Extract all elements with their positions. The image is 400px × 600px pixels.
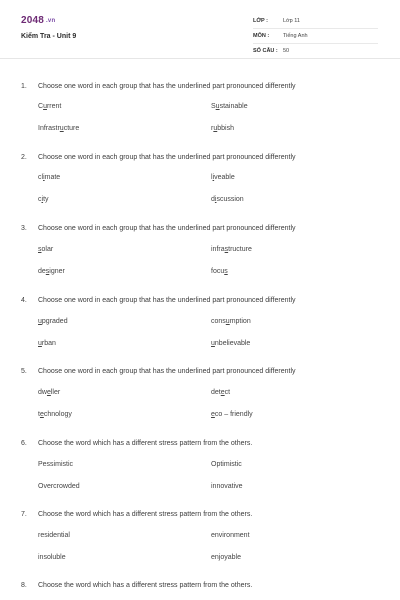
option-post: bbish xyxy=(217,125,234,132)
option-underlined: u xyxy=(225,318,230,325)
question-text: Choose the word which has a different stress pattern from the others. xyxy=(38,510,253,518)
option-post: ty xyxy=(43,196,49,203)
question-text: Choose one word in each group that has the underlined part pronounced differently xyxy=(38,296,296,304)
option-pre: de xyxy=(38,268,46,275)
answer-option[interactable] xyxy=(211,532,250,539)
question xyxy=(21,81,381,91)
option-pre: d xyxy=(211,196,215,203)
option-text: innovative xyxy=(211,483,243,490)
option-underlined: u xyxy=(38,318,42,325)
meta-row-class xyxy=(253,14,378,29)
option-text: insoluble xyxy=(38,554,66,561)
option-post: rrent xyxy=(46,103,62,110)
option-post: mption xyxy=(229,318,251,325)
answer-option[interactable] xyxy=(38,268,65,275)
answer-option[interactable] xyxy=(211,554,241,561)
option-underlined: u xyxy=(43,103,47,110)
option-text: Overcrowded xyxy=(38,483,80,490)
option-post: rban xyxy=(41,340,56,347)
option-underlined: u xyxy=(211,340,215,347)
answer-option[interactable] xyxy=(211,174,235,181)
question xyxy=(21,223,381,233)
header xyxy=(0,0,400,59)
question-number: 2. xyxy=(21,153,27,161)
option-post: chnology xyxy=(43,411,72,418)
question-line xyxy=(21,81,381,91)
answer-option[interactable] xyxy=(38,174,60,181)
answer-option[interactable] xyxy=(211,461,242,468)
option-post: mate xyxy=(44,174,61,181)
page-title: Kiểm Tra - Unit 9 xyxy=(21,33,77,40)
question-line xyxy=(21,509,381,519)
logo[interactable] xyxy=(21,15,55,26)
question-number: 1. xyxy=(21,82,27,90)
option-text: Pessimistic xyxy=(38,461,74,468)
question-text: Choose one word in each group that has the underlined part pronounced differently xyxy=(38,82,296,90)
option-text: environment xyxy=(211,532,250,539)
answer-option[interactable] xyxy=(211,411,253,418)
answer-option[interactable] xyxy=(38,318,68,325)
answer-option[interactable] xyxy=(211,318,251,325)
meta-key: SỐ CÂU : xyxy=(253,48,278,54)
option-pre: r xyxy=(211,125,214,132)
answer-option[interactable] xyxy=(211,389,230,396)
option-pre: focu xyxy=(211,268,225,275)
option-underlined: u xyxy=(38,340,42,347)
option-text: residential xyxy=(38,532,70,539)
question-number: 3. xyxy=(21,224,27,232)
answer-option[interactable] xyxy=(211,196,244,203)
option-underlined: s xyxy=(224,268,228,275)
option-post: olar xyxy=(41,246,54,253)
question-line xyxy=(21,366,381,376)
option-underlined: u xyxy=(59,125,64,132)
question xyxy=(21,366,381,376)
answer-option[interactable] xyxy=(38,196,49,203)
answer-option[interactable] xyxy=(38,246,53,253)
answer-option[interactable] xyxy=(38,125,79,132)
answer-option[interactable] xyxy=(38,483,80,490)
question-number: 4. xyxy=(21,296,27,304)
logo-text: 2048 xyxy=(21,15,45,26)
option-pre: C xyxy=(38,103,44,110)
option-underlined: i xyxy=(214,196,217,203)
question-number: 8. xyxy=(21,581,27,589)
question-text: Choose the word which has a different stress pattern from the others. xyxy=(38,439,253,447)
answer-option[interactable] xyxy=(38,340,56,347)
answer-option[interactable] xyxy=(211,340,250,347)
answer-option[interactable] xyxy=(211,246,252,253)
answer-option[interactable] xyxy=(38,532,70,539)
answer-option[interactable] xyxy=(211,103,248,110)
question-line xyxy=(21,438,381,448)
option-post: tructure xyxy=(228,246,252,253)
question-text: Choose the word which has a different stress pattern from the others. xyxy=(38,581,253,589)
option-post: pgraded xyxy=(41,318,68,325)
option-pre: dw xyxy=(38,389,47,396)
answer-option[interactable] xyxy=(38,389,60,396)
meta-table xyxy=(253,14,378,58)
question xyxy=(21,509,381,519)
question xyxy=(21,152,381,162)
option-pre: Infrastr xyxy=(38,125,60,132)
question-text: Choose one word in each group that has the underlined part pronounced differently xyxy=(38,367,296,375)
option-pre: S xyxy=(211,103,216,110)
question-number: 6. xyxy=(21,439,27,447)
option-post: scussion xyxy=(216,196,244,203)
logo-suffix: .vn xyxy=(46,18,56,24)
option-pre: c xyxy=(38,196,42,203)
answer-option[interactable] xyxy=(211,483,243,490)
option-underlined: i xyxy=(43,174,45,181)
answer-option[interactable] xyxy=(211,125,234,132)
meta-value: Lớp 11 xyxy=(283,18,300,24)
answer-option[interactable] xyxy=(38,411,72,418)
question-number: 7. xyxy=(21,510,27,518)
option-post: ller xyxy=(50,389,61,396)
question-number: 5. xyxy=(21,367,27,375)
option-post: ct xyxy=(224,389,231,396)
answer-option[interactable] xyxy=(38,103,61,110)
option-text: Optimistic xyxy=(211,461,242,468)
option-underlined: s xyxy=(224,246,229,253)
option-text: enjoyable xyxy=(211,554,241,561)
answer-option[interactable] xyxy=(38,554,66,561)
option-post: co – friendly xyxy=(214,411,253,418)
option-underlined: i xyxy=(41,196,44,203)
option-underlined: e xyxy=(220,389,225,396)
option-pre: l xyxy=(211,174,213,181)
meta-row-count xyxy=(253,44,378,58)
option-pre: cons xyxy=(211,318,226,325)
question xyxy=(21,295,381,305)
answer-option[interactable] xyxy=(38,461,73,468)
option-underlined: s xyxy=(38,246,42,253)
option-post: cture xyxy=(63,125,80,132)
option-post: nbelievable xyxy=(214,340,251,347)
answer-option[interactable] xyxy=(211,268,228,275)
option-post: igner xyxy=(49,268,65,275)
option-underlined: e xyxy=(46,389,51,396)
option-underlined: u xyxy=(213,125,218,132)
meta-row-subject xyxy=(253,29,378,44)
option-underlined: u xyxy=(215,103,220,110)
option-underlined: e xyxy=(211,411,215,418)
option-underlined: i xyxy=(212,174,215,181)
question xyxy=(21,580,381,590)
meta-value: 50 xyxy=(283,48,290,54)
question-line xyxy=(21,223,381,233)
option-post: stainable xyxy=(219,103,248,110)
question-line xyxy=(21,295,381,305)
option-underlined: s xyxy=(45,268,50,275)
meta-key: MÔN : xyxy=(253,33,270,39)
question-line xyxy=(21,152,381,162)
question xyxy=(21,438,381,448)
meta-value: Tiếng Anh xyxy=(283,33,308,39)
meta-key: LỚP : xyxy=(253,18,268,24)
option-pre: t xyxy=(38,411,40,418)
option-pre: cl xyxy=(38,174,44,181)
question-text: Choose one word in each group that has the underlined part pronounced differently xyxy=(38,153,296,161)
question-text: Choose one word in each group that has the underlined part pronounced differently xyxy=(38,224,296,232)
option-pre: infra xyxy=(211,246,225,253)
question-line xyxy=(21,580,381,590)
option-post: veable xyxy=(214,174,235,181)
option-underlined: e xyxy=(39,411,44,418)
option-pre: det xyxy=(211,389,221,396)
